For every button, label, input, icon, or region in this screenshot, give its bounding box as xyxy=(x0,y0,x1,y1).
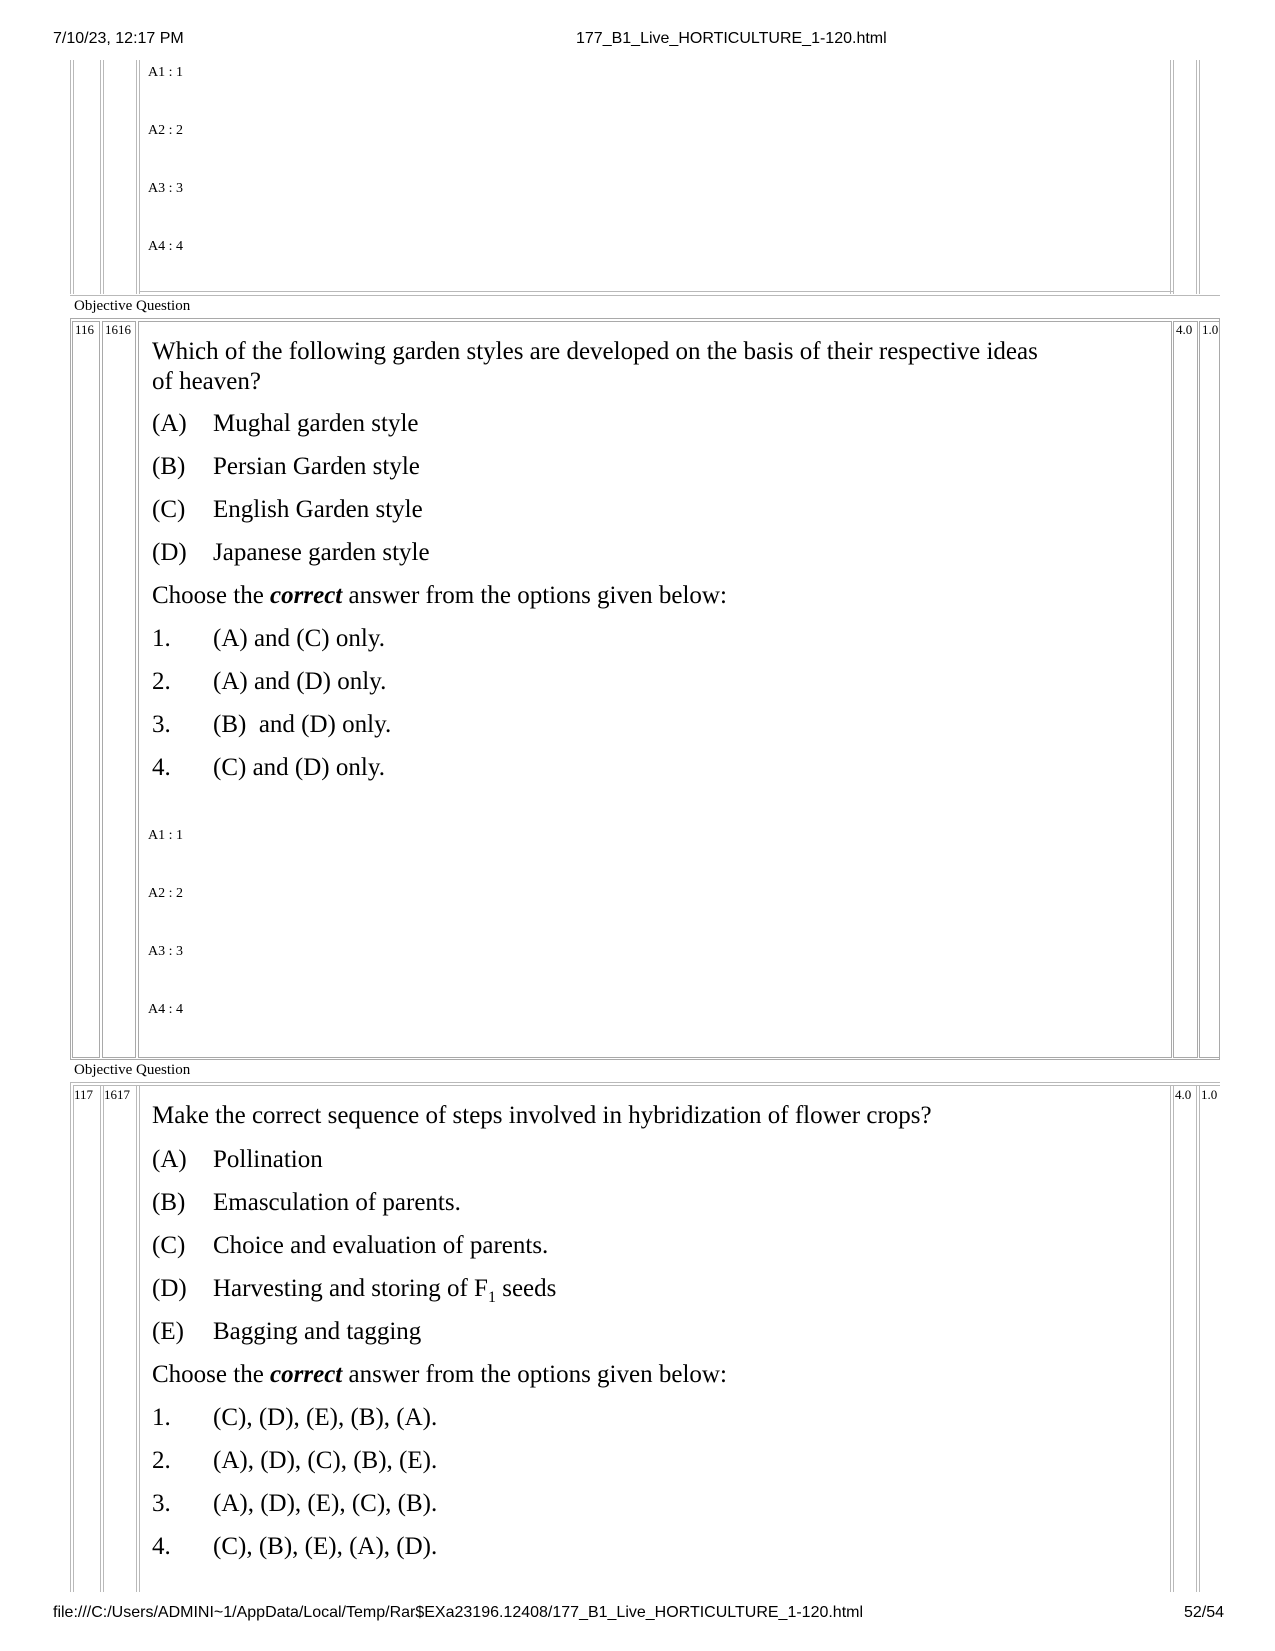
question-text: of heaven? xyxy=(152,368,261,395)
option-label: 1. xyxy=(152,1404,171,1431)
border-line xyxy=(100,1085,101,1592)
answer-key: A4 : 4 xyxy=(148,239,183,254)
marks-value: 4.0 xyxy=(1175,1087,1192,1102)
option-text: (A) and (D) only. xyxy=(213,668,387,695)
answer-key: A2 : 2 xyxy=(148,123,183,138)
negative-marks-cell xyxy=(1199,321,1220,1058)
border-line xyxy=(73,60,74,294)
statement-item xyxy=(152,409,419,439)
statement-label: (D) xyxy=(152,539,187,566)
question-id: 1617 xyxy=(104,1087,130,1102)
border-line xyxy=(139,1085,140,1592)
border-line xyxy=(139,291,1173,292)
serial-number-cell xyxy=(72,321,100,1058)
print-file-path: file:///C:/Users/ADMINI~1/AppData/Local/Temp/Rar$EXa23196.12408/177_B1_Live_HORTICULTURE_1-120.html xyxy=(53,1604,864,1621)
choose-instruction: Choose the correct answer from the options given below: xyxy=(152,1361,727,1388)
border-line xyxy=(70,1082,1220,1083)
statement-item xyxy=(152,1274,556,1313)
statement-label: (A) xyxy=(152,410,187,437)
option-text: (A), (D), (E), (C), (B). xyxy=(213,1490,438,1517)
option-label: 2. xyxy=(152,668,171,695)
marks-cell xyxy=(1173,321,1198,1058)
border-line xyxy=(73,1085,74,1592)
option-item xyxy=(152,1446,437,1476)
statement-text: Bagging and tagging xyxy=(213,1318,422,1345)
question-id: 1616 xyxy=(105,322,131,337)
option-label: 1. xyxy=(152,625,171,652)
choose-instruction: Choose the correct answer from the options given below: xyxy=(152,582,727,609)
statement-text: Emasculation of parents. xyxy=(213,1189,461,1216)
option-item xyxy=(152,667,386,697)
option-item xyxy=(152,1403,437,1433)
statement-text: Harvesting and storing of F xyxy=(213,1275,488,1302)
border-line xyxy=(1199,60,1200,294)
answer-key: A2 : 2 xyxy=(148,886,183,901)
marks-value: 4.0 xyxy=(1176,322,1193,337)
answer-key: A3 : 3 xyxy=(148,181,183,196)
option-text: (A) and (C) only. xyxy=(213,625,385,652)
statement-label: (B) xyxy=(152,1189,186,1216)
statement-item xyxy=(152,1317,421,1347)
statement-text: English Garden style xyxy=(213,496,423,523)
subscript: 1 xyxy=(487,1289,496,1306)
statement-item xyxy=(152,538,430,568)
statement-text: Persian Garden style xyxy=(213,453,420,480)
statement-label: (C) xyxy=(152,496,186,523)
border-line xyxy=(1170,1085,1171,1592)
statement-item xyxy=(152,452,420,482)
option-label: 4. xyxy=(152,754,171,781)
option-label: 3. xyxy=(152,1490,171,1517)
border-line xyxy=(70,1082,71,1592)
statement-text: Choice and evaluation of parents. xyxy=(213,1232,549,1259)
answer-key: A1 : 1 xyxy=(148,65,183,80)
question-type-label: Objective Question xyxy=(74,298,191,314)
statement-text: Japanese garden style xyxy=(213,539,430,566)
option-text: (B) and (D) only. xyxy=(213,711,392,738)
option-item xyxy=(152,710,391,740)
border-line xyxy=(1199,1085,1200,1592)
statement-label: (D) xyxy=(152,1275,187,1302)
statement-label: (A) xyxy=(152,1146,187,1173)
question-text: Make the correct sequence of steps involved in hybridization of flower crops? xyxy=(152,1102,932,1129)
option-label: 4. xyxy=(152,1533,171,1560)
option-label: 2. xyxy=(152,1447,171,1474)
option-item xyxy=(152,753,385,783)
border-line xyxy=(100,60,101,294)
border-line xyxy=(1196,60,1197,294)
answer-key: A4 : 4 xyxy=(148,1002,183,1017)
statement-label: (C) xyxy=(152,1232,186,1259)
border-line xyxy=(1170,60,1171,294)
border-line xyxy=(1173,1085,1174,1592)
border-line xyxy=(136,60,137,294)
statement-label: (E) xyxy=(152,1318,184,1345)
answer-key: A1 : 1 xyxy=(148,828,183,843)
option-item xyxy=(152,1532,437,1562)
question-type-label: Objective Question xyxy=(74,1062,191,1078)
statement-text: Pollination xyxy=(213,1146,323,1173)
statement-item xyxy=(152,1231,548,1261)
answer-key: A3 : 3 xyxy=(148,944,183,959)
print-datetime: 7/10/23, 12:17 PM xyxy=(53,30,184,47)
statement-item xyxy=(152,1145,323,1175)
border-line xyxy=(1173,60,1174,294)
page-number: 52/54 xyxy=(1184,1604,1225,1621)
option-text: (A), (D), (C), (B), (E). xyxy=(213,1447,438,1474)
statement-label: (B) xyxy=(152,453,186,480)
print-title: 177_B1_Live_HORTICULTURE_1-120.html xyxy=(576,30,887,47)
statement-text: Mughal garden style xyxy=(213,410,419,437)
option-text: (C) and (D) only. xyxy=(213,754,385,781)
option-item xyxy=(152,1489,437,1519)
statement-text-tail: seeds xyxy=(495,1275,557,1302)
negative-marks-value: 1.0 xyxy=(1202,322,1219,337)
border-line xyxy=(139,60,140,294)
border-line xyxy=(70,295,1220,296)
border-line xyxy=(73,1085,1220,1086)
border-line xyxy=(1196,1085,1197,1592)
serial-number: 116 xyxy=(75,322,95,337)
border-line xyxy=(136,1085,137,1592)
option-text: (C), (B), (E), (A), (D). xyxy=(213,1533,438,1560)
statement-item xyxy=(152,1188,461,1218)
negative-marks-value: 1.0 xyxy=(1201,1087,1218,1102)
serial-number: 117 xyxy=(74,1087,94,1102)
question-id-cell xyxy=(102,321,136,1058)
question-text: Which of the following garden styles are developed on the basis of their respective ideas xyxy=(152,338,1038,365)
border-line xyxy=(103,1085,104,1592)
option-item xyxy=(152,624,385,654)
option-label: 3. xyxy=(152,711,171,738)
statement-item xyxy=(152,495,423,525)
option-text: (C), (D), (E), (B), (A). xyxy=(213,1404,438,1431)
border-line xyxy=(70,60,71,294)
border-line xyxy=(103,60,104,294)
